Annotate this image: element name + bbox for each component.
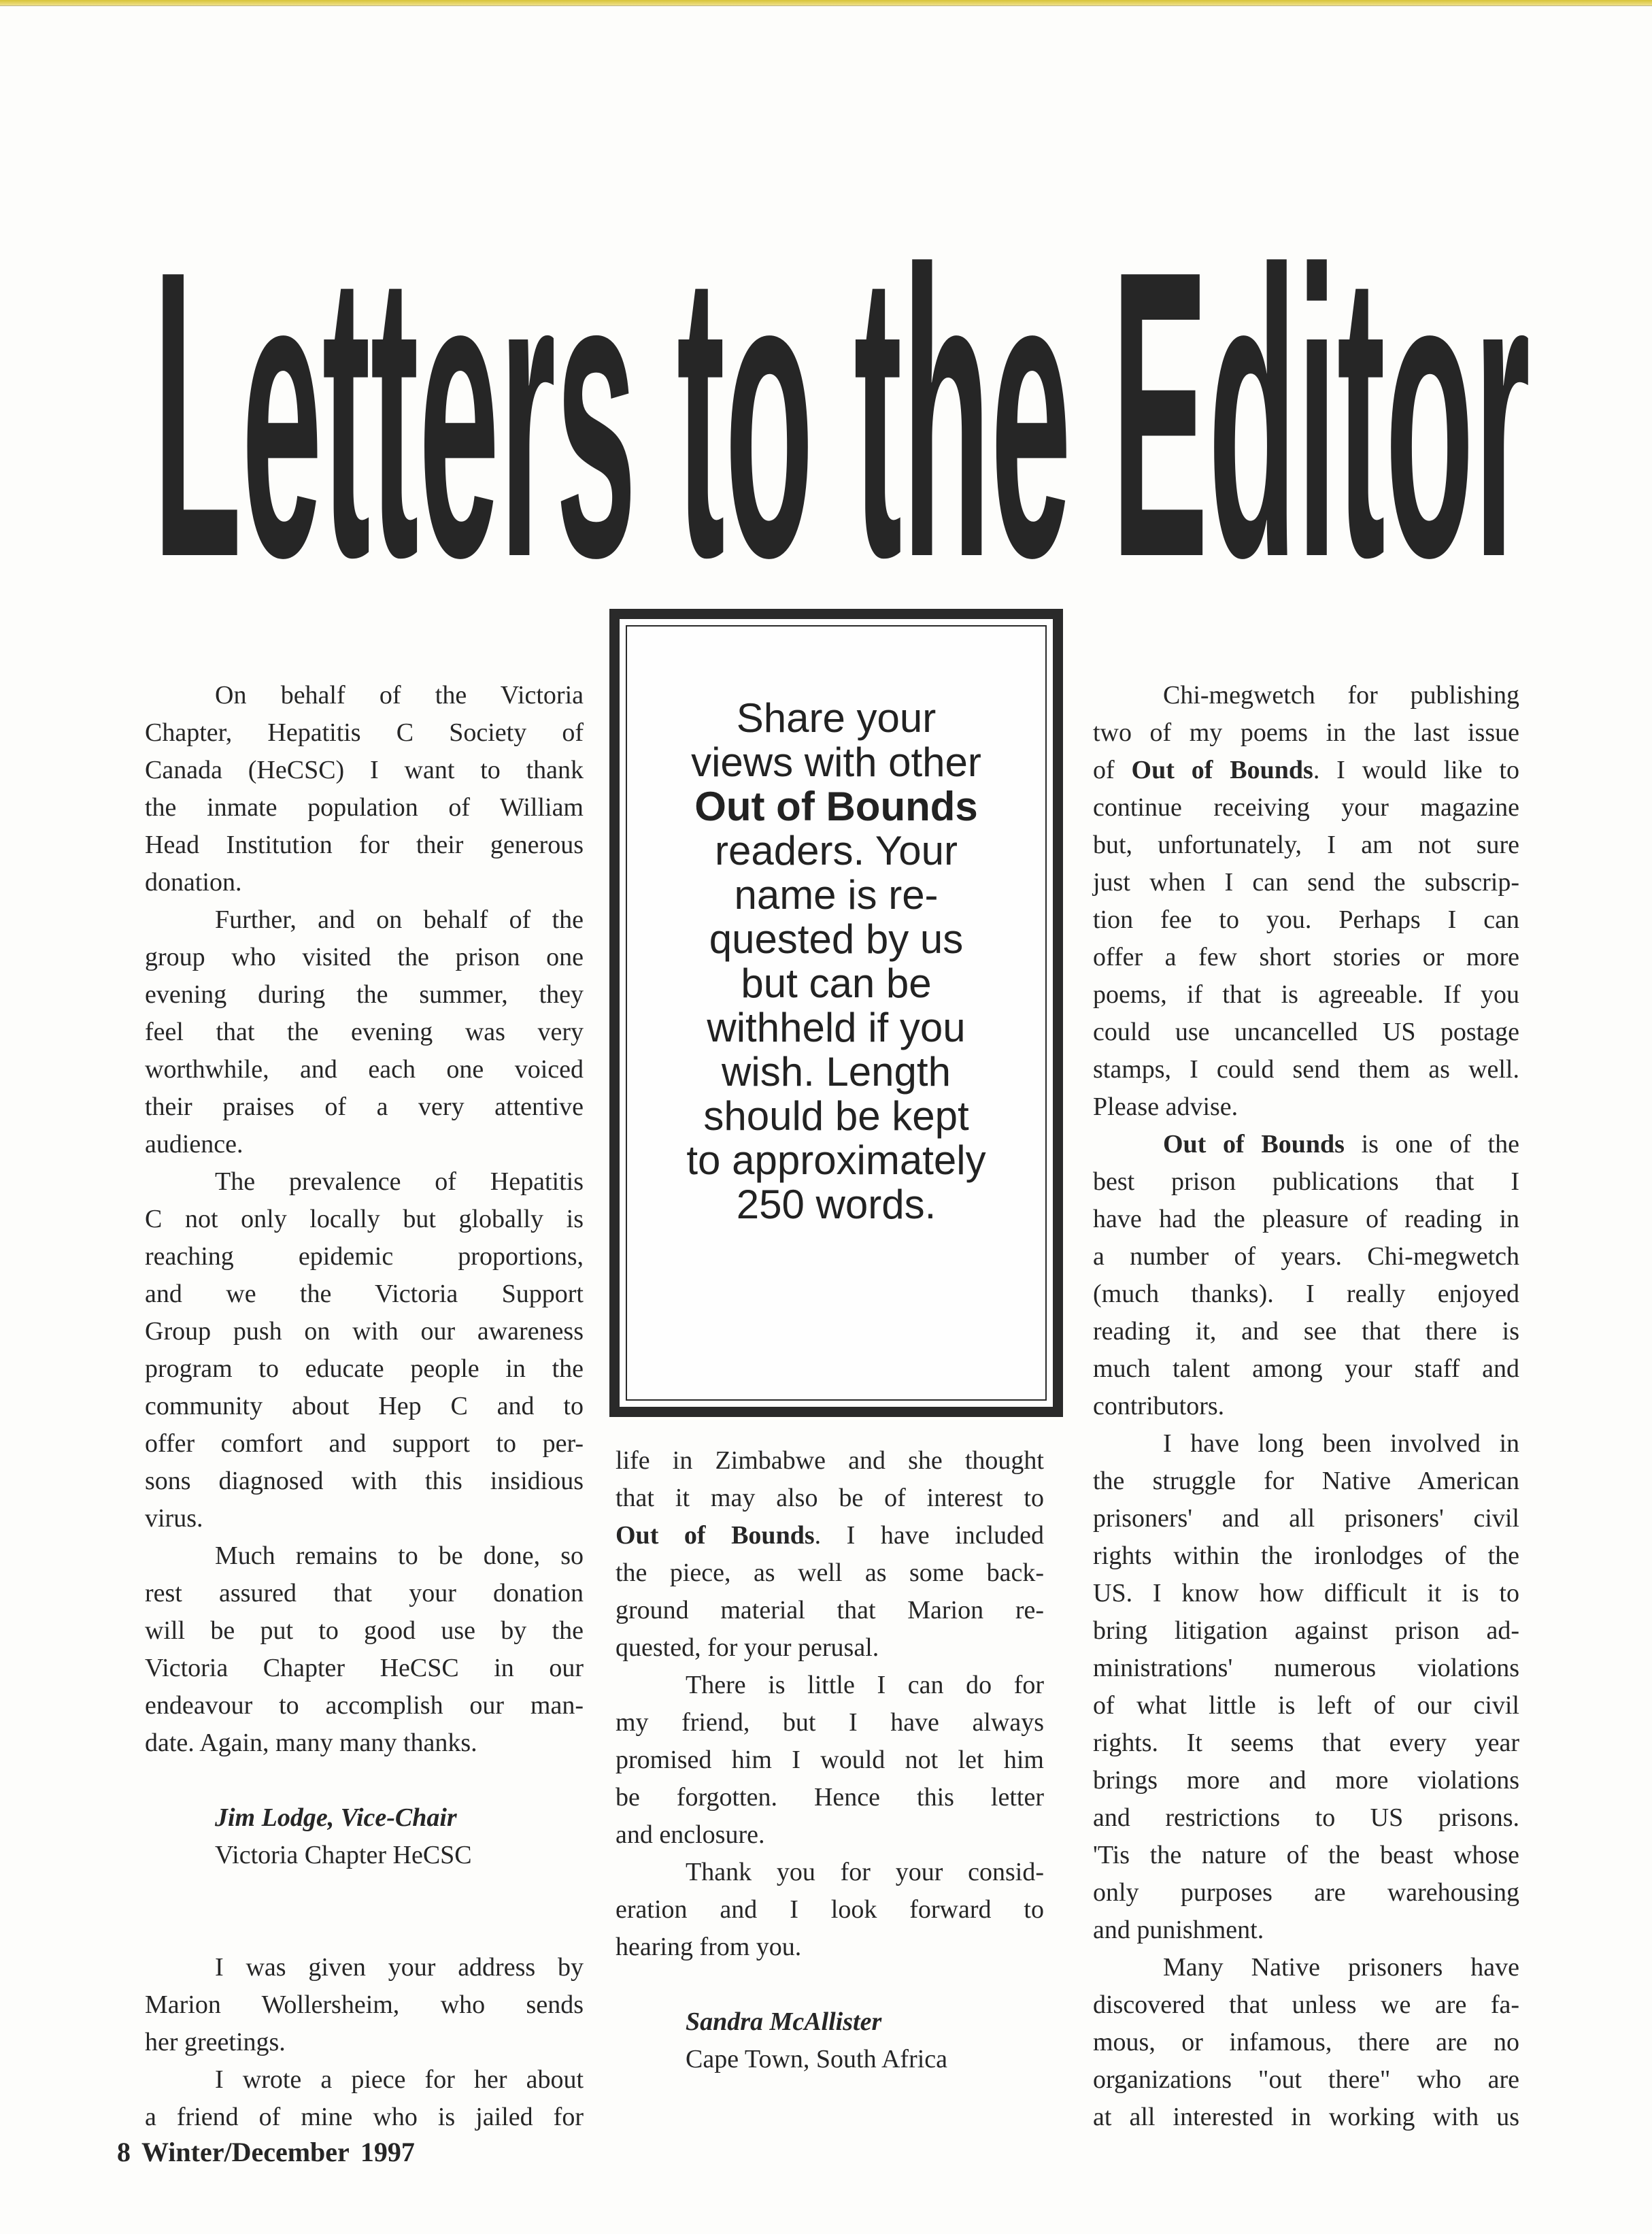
letter-zimbabwe-start: [145, 1949, 584, 2136]
column-left: [145, 677, 584, 2136]
text-line: bring litigation against prison ad-: [1093, 1616, 1519, 1645]
title-text: Letters to the Editor: [153, 186, 1530, 563]
text-line: brings more and more violations: [1093, 1766, 1519, 1795]
text-line: Canada (HeCSC) I want to thank: [145, 756, 584, 784]
callout-line: readers. Your: [715, 828, 958, 873]
callout-line: 250 words.: [736, 1182, 937, 1227]
callout-text: [620, 696, 1053, 1227]
text-line: be forgotten. Hence this letter: [616, 1783, 1044, 1812]
text-line: her greetings.: [145, 2028, 286, 2056]
text-line: much talent among your staff and: [1093, 1354, 1519, 1383]
text-line: reaching epidemic proportions,: [145, 1242, 584, 1271]
callout-line: withheld if you: [707, 1005, 966, 1050]
text-line: worthwhile, and each one voiced: [145, 1055, 584, 1084]
text-line: promised him I would not let him: [616, 1746, 1044, 1774]
text-line: and enclosure.: [616, 1820, 765, 1849]
text-line: and restrictions to US prisons.: [1093, 1803, 1519, 1832]
text-fragment: . I have included: [814, 1521, 1044, 1550]
text-line: at all interested in working with us: [1093, 2103, 1519, 2131]
text-line: Victoria Chapter HeCSC in our: [145, 1654, 584, 1682]
text-line: US. I know how difficult it is to: [1093, 1579, 1519, 1607]
text-line: group who visited the prison one: [145, 943, 584, 971]
text-line: I was given your address by: [215, 1953, 584, 1982]
text-line: Many Native prisoners have: [1163, 1953, 1519, 1982]
callout-line: name is re-: [734, 872, 939, 918]
text-line: of what little is left of our civil: [1093, 1691, 1519, 1720]
text-line: life in Zimbabwe and she thought: [616, 1446, 1044, 1475]
text-line: rights within the ironlodges of the: [1093, 1541, 1519, 1570]
text-line: eration and I look forward to: [616, 1895, 1044, 1924]
text-line: but, unfortunately, I am not sure: [1093, 831, 1519, 859]
text-line: that it may also be of interest to: [616, 1484, 1044, 1512]
text-line: endeavour to accomplish our man-: [145, 1691, 584, 1720]
text-line: [1093, 752, 1519, 789]
page-title: [153, 155, 1534, 563]
text-line: sons diagnosed with this insidious: [145, 1467, 584, 1495]
column-right: [1093, 677, 1519, 2136]
text-line: mous, or infamous, there are no: [1093, 2028, 1519, 2056]
text-line: two of my poems in the last issue: [1093, 718, 1519, 747]
spacer: [145, 1762, 584, 1799]
text-line: a number of years. Chi-megwetch: [1093, 1242, 1519, 1271]
spacer: [145, 1874, 584, 1912]
text-line: [1093, 1126, 1519, 1163]
text-line: offer a few short stories or more: [1093, 943, 1519, 971]
text-line: Head Institution for their generous: [145, 831, 584, 859]
page-footer: [117, 2136, 426, 2168]
text-line: poems, if that is agreeable. If you: [1093, 980, 1519, 1009]
callout-line: but can be: [741, 961, 932, 1006]
text-line: The prevalence of Hepatitis: [215, 1167, 584, 1196]
text-line: On behalf of the Victoria: [215, 681, 584, 710]
text-line: the struggle for Native American: [1093, 1467, 1519, 1495]
signature-name: Jim Lodge, Vice-Chair: [215, 1803, 457, 1832]
text-fragment: . I would like to: [1313, 756, 1519, 784]
text-line: hearing from you.: [616, 1933, 802, 1961]
spacer: [145, 1912, 584, 1949]
text-line: Much remains to be done, so: [215, 1541, 584, 1570]
title-graphic: [153, 155, 1534, 563]
text-line: program to educate people in the: [145, 1354, 584, 1383]
text-line: will be put to good use by the: [145, 1616, 584, 1645]
text-line: my friend, but I have always: [616, 1708, 1044, 1737]
scan-top-edge: [0, 0, 1652, 6]
text-fragment: is one of the: [1344, 1130, 1519, 1158]
issue-year: 1997: [360, 2137, 415, 2167]
text-line: a friend of mine who is jailed for: [145, 2103, 584, 2131]
text-line: community about Hep C and to: [145, 1392, 584, 1420]
publication-name: Out of Bounds: [1163, 1130, 1345, 1158]
text-line: Thank you for your consid-: [686, 1858, 1044, 1886]
text-line: the piece, as well as some back-: [616, 1558, 1044, 1587]
text-line: (much thanks). I really enjoyed: [1093, 1280, 1519, 1308]
text-line: date. Again, many many thanks.: [145, 1729, 477, 1757]
spacer: [616, 1966, 1044, 2003]
text-line: and we the Victoria Support: [145, 1280, 584, 1308]
letter-hecsc: [145, 677, 584, 1874]
issue-label: Winter/December: [141, 2137, 350, 2167]
text-line: I have long been involved in: [1163, 1429, 1519, 1458]
text-line: continue receiving your magazine: [1093, 793, 1519, 822]
text-line: stamps, I could send them as well.: [1093, 1055, 1519, 1084]
page-number: 8: [117, 2137, 131, 2167]
text-line: only purposes are warehousing: [1093, 1878, 1519, 1907]
text-line: and punishment.: [1093, 1916, 1264, 1944]
publication-name: Out of Bounds: [616, 1521, 815, 1550]
text-line: 'Tis the nature of the beast whose: [1093, 1841, 1519, 1869]
text-line: Please advise.: [1093, 1093, 1238, 1121]
text-line: organizations "out there" who are: [1093, 2065, 1519, 2094]
text-line: could use uncancelled US postage: [1093, 1018, 1519, 1046]
signature-place: Cape Town, South Africa: [686, 2045, 948, 2073]
text-line: donation.: [145, 868, 242, 897]
text-line: Chapter, Hepatitis C Society of: [145, 718, 584, 747]
text-line: C not only locally but globally is: [145, 1205, 584, 1233]
text-line: virus.: [145, 1504, 203, 1533]
text-line: quested, for your perusal.: [616, 1633, 879, 1662]
callout-publication-name: Out of Bounds: [694, 784, 978, 829]
column-middle: [616, 1442, 1044, 2078]
signature-name: Sandra McAllister: [686, 2007, 882, 2036]
text-line: reading it, and see that there is: [1093, 1317, 1519, 1346]
text-line: have had the pleasure of reading in: [1093, 1205, 1519, 1233]
text-line: just when I can send the subscrip-: [1093, 868, 1519, 897]
text-line: rest assured that your donation: [145, 1579, 584, 1607]
text-line: [616, 1517, 1044, 1554]
text-line: evening during the summer, they: [145, 980, 584, 1009]
text-line: contributors.: [1093, 1392, 1225, 1420]
text-line: ground material that Marion re-: [616, 1596, 1044, 1624]
text-line: tion fee to you. Perhaps I can: [1093, 905, 1519, 934]
text-line: discovered that unless we are fa-: [1093, 1990, 1519, 2019]
text-line: prisoners' and all prisoners' civil: [1093, 1504, 1519, 1533]
submission-callout-box: [609, 609, 1063, 1417]
text-line: feel that the evening was very: [145, 1018, 584, 1046]
text-line: their praises of a very attentive: [145, 1093, 584, 1121]
text-line: ministrations' numerous violations: [1093, 1654, 1519, 1682]
text-line: There is little I can do for: [686, 1671, 1044, 1699]
text-line: best prison publications that I: [1093, 1167, 1519, 1196]
text-line: I wrote a piece for her about: [215, 2065, 584, 2094]
callout-line: should be kept: [703, 1093, 969, 1139]
publication-name: Out of Bounds: [1131, 756, 1313, 784]
callout-line: quested by us: [709, 916, 964, 962]
text-line: Further, and on behalf of the: [215, 905, 584, 934]
signature-org: Victoria Chapter HeCSC: [215, 1841, 472, 1869]
text-line: Marion Wollersheim, who sends: [145, 1990, 584, 2019]
text-line: the inmate population of William: [145, 793, 584, 822]
callout-line: Share your: [736, 695, 937, 741]
text-line: audience.: [145, 1130, 243, 1158]
text-fragment: of: [1093, 756, 1132, 784]
text-line: Chi-megwetch for publishing: [1163, 681, 1519, 710]
text-line: Group push on with our awareness: [145, 1317, 584, 1346]
text-line: offer comfort and support to per-: [145, 1429, 584, 1458]
callout-line: views with other: [691, 739, 981, 785]
text-line: rights. It seems that every year: [1093, 1729, 1519, 1757]
callout-line: to approximately: [686, 1137, 986, 1183]
callout-line: wish. Length: [722, 1049, 951, 1095]
